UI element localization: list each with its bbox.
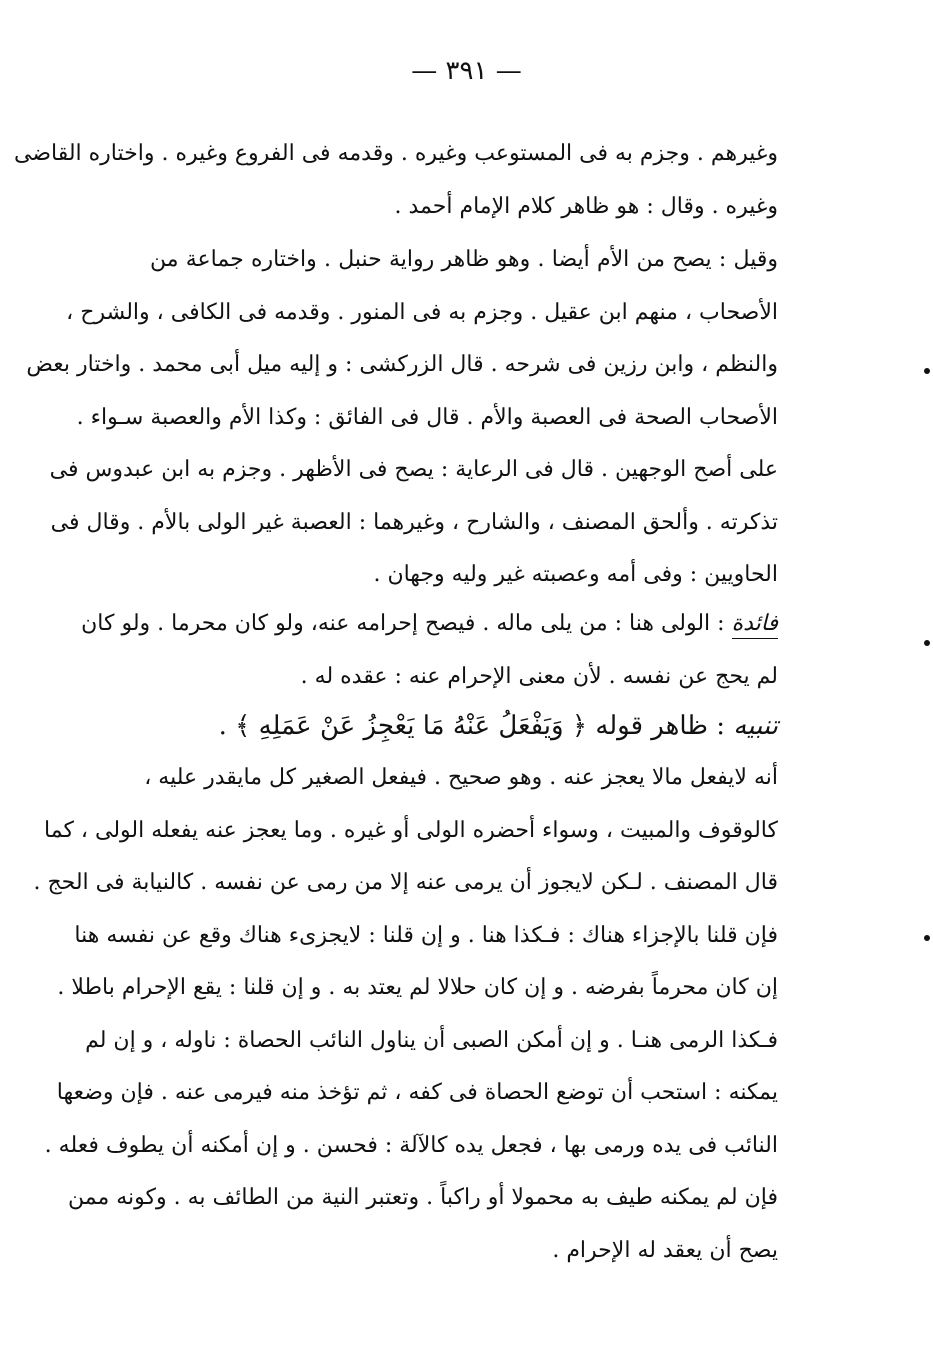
margin-mark — [924, 935, 930, 941]
text-line: الأصحاب الصحة فى العصبة والأم . قال فى الفائق : وكذا الأم والعصبة سـواء . — [76, 404, 778, 430]
page-number: — ٣٩١ — — [411, 56, 522, 86]
text-line: وقيل : يصح من الأم أيضا . وهو ظاهر رواية حنبل . واختاره جماعة من — [150, 247, 778, 272]
text-line: فـكذا الرمى هنـا . و إن أمكن الصبى أن يناول النائب الحصاة : ناوله ، و إن لم — [85, 1027, 778, 1053]
text-line: والنظم ، وابن رزين فى شرحه . قال الزركشى : و إليه ميل أبى محمد . واختار بعض — [26, 352, 778, 377]
note-label: فائدة — [732, 611, 778, 639]
heading-label: تنبيه — [733, 711, 778, 741]
text-line: وغيرهم . وجزم به فى المستوعب وغيره . وقدمه فى الفروع وغيره . واختاره القاضى — [14, 141, 778, 166]
margin-mark — [924, 640, 930, 646]
heading-line — [150, 696, 778, 756]
heading-text: : ظاهر قوله ﴿ وَيَفْعَلُ عَنْهُ مَا يَعْجِزُ عَنْ عَمَلِهِ ﴾ . — [218, 711, 726, 741]
text-line: الحاويين : وفى أمه وعصبته غير وليه وجهان . — [373, 562, 778, 587]
note-paragraph — [81, 598, 778, 703]
paragraph-3 — [33, 752, 778, 1277]
text-line: كالوقوف والمبيت ، وسواء أحضره الولى أو غيره . وما يعجز عنه يفعله الولى ، كما — [44, 817, 778, 843]
note-line — [81, 598, 778, 651]
text-line: فإن لم يمكنه طيف به محمولا أو راكباً . وتعتبر النية من الطائف به . وكونه ممن — [68, 1185, 778, 1210]
note-text: : الولى هنا : من يلى ماله . فيصح إحرامه عنه، ولو كان محرما . ولو كان — [81, 611, 725, 636]
text-line: وغيره . وقال : هو ظاهر كلام الإمام أحمد . — [394, 193, 778, 219]
text-line: لم يحج عن نفسه . لأن معنى الإحرام عنه : عقده له . — [300, 663, 778, 689]
paragraph-2 — [26, 234, 778, 602]
text-line: تذكرته . وألحق المصنف ، والشارح ، وغيرهما : العصبة غير الولى بالأم . وقال فى — [50, 509, 778, 535]
margin-mark — [924, 368, 930, 374]
text-line: يصح أن يعقد له الإحرام . — [552, 1237, 778, 1263]
text-line: النائب فى يده ورمى بها ، فجعل يده كالآلة : فحسن . و إن أمكنه أن يطوف فعله . — [44, 1132, 778, 1158]
text-line: الأصحاب ، منهم ابن عقيل . وجزم به فى المنور . وقدمه فى الكافى ، والشرح ، — [66, 299, 778, 325]
text-line: فإن قلنا بالإجزاء هناك : فـكذا هنا . و إن قلنا : لايجزىء هناك وقع عن نفسه هنا — [74, 922, 778, 948]
text-line: إن كان محرماً بفرضه . و إن كان حلالا لم يعتد به . و إن قلنا : يقع الإحرام باطلا . — [57, 975, 778, 1000]
text-line: على أصح الوجهين . قال فى الرعاية : يصح فى الأظهر . وجزم به ابن عبدوس فى — [49, 457, 778, 482]
text-line: يمكنه : استحب أن توضع الحصاة فى كفه ، ثم تؤخذ منه فيرمى عنه . فإن وضعها — [56, 1080, 778, 1105]
text-line: قال المصنف . لـكن لايجوز أن يرمى عنه إلا من رمى عن نفسه . كالنيابة فى الحج . — [33, 870, 778, 895]
paragraph-1 — [14, 128, 778, 233]
text-line: أنه لايفعل مالا يعجز عنه . وهو صحيح . فيفعل الصغير كل مايقدر عليه ، — [144, 765, 778, 790]
